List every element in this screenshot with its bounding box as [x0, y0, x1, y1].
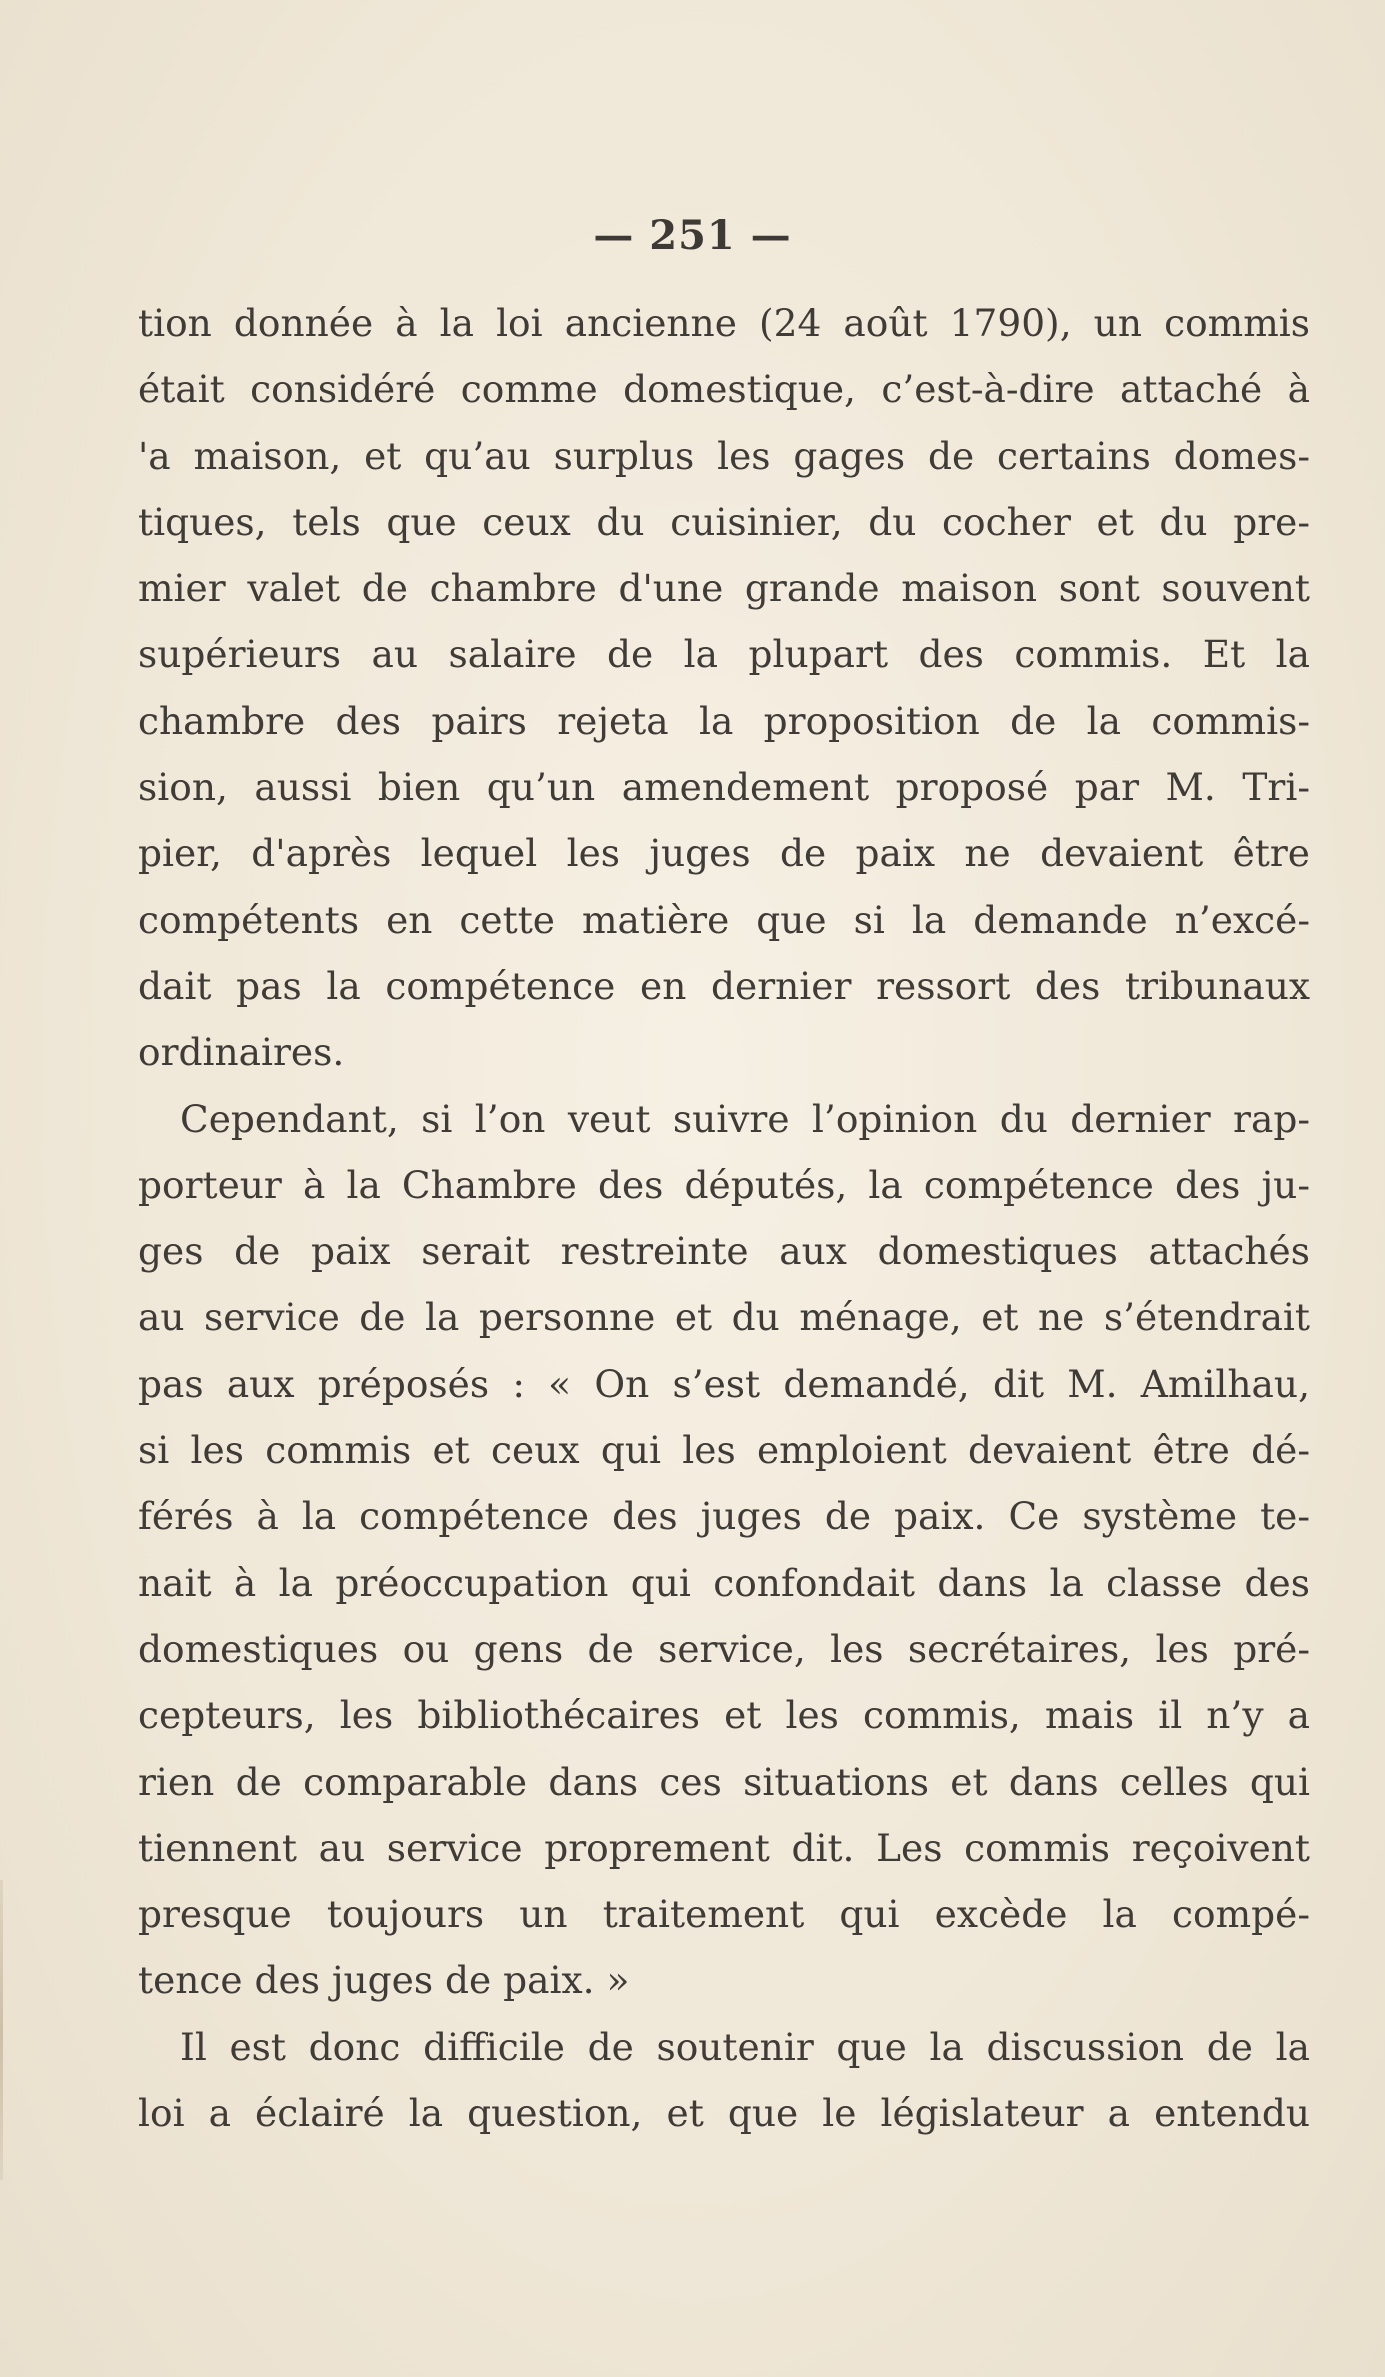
text-line: rien de comparable dans ces situations et dans celles qui [138, 1759, 1310, 1804]
text-line: était considéré comme domestique, c’est-à-dire attaché à [138, 367, 1310, 412]
text-line: porteur à la Chambre des députés, la compétence des ju- [138, 1162, 1310, 1207]
text-line: sion, aussi bien qu’un amendement proposé par M. Tri- [138, 765, 1310, 810]
text-line: ges de paix serait restreinte aux domestiques attachés [138, 1229, 1310, 1274]
text-line: si les commis et ceux qui les emploient devaient être dé- [138, 1428, 1310, 1473]
text-line: Cependant, si l’on veut suivre l’opinion du dernier rap- [180, 1096, 1310, 1141]
text-line: compétents en cette matière que si la demande n’excé- [138, 897, 1310, 942]
text-line: domestiques ou gens de service, les secrétaires, les pré- [138, 1626, 1310, 1671]
text-line: 'a maison, et qu’au surplus les gages de certains domes- [138, 433, 1310, 478]
text-line: tiennent au service proprement dit. Les commis reçoivent [138, 1825, 1310, 1870]
text-line: tence des juges de paix. » [138, 1958, 630, 2003]
text-line: cepteurs, les bibliothécaires et les commis, mais il n’y a [138, 1693, 1310, 1738]
text-line: pas aux préposés : « On s’est demandé, dit M. Amilhau, [138, 1361, 1310, 1406]
text-line: mier valet de chambre d'une grande maison sont souvent [138, 566, 1310, 611]
text-line: pier, d'après lequel les juges de paix ne devaient être [138, 831, 1310, 876]
text-line: chambre des pairs rejeta la proposition de la commis- [138, 698, 1310, 743]
text-line: ordinaires. [138, 1030, 345, 1075]
body-text [138, 290, 1310, 2146]
text-line: dait pas la compétence en dernier ressort des tribunaux [138, 963, 1310, 1008]
text-line: nait à la préoccupation qui confondait dans la classe des [138, 1560, 1310, 1605]
text-line: presque toujours un traitement qui excède la compé- [138, 1892, 1310, 1937]
page-number: — 251 — [593, 212, 792, 259]
text-line: supérieurs au salaire de la plupart des commis. Et la [138, 632, 1310, 677]
text-line: Il est donc difficile de soutenir que la discussion de la [180, 2024, 1310, 2069]
text-line: loi a éclairé la question, et que le législateur a entendu [138, 2091, 1310, 2136]
text-line: férés à la compétence des juges de paix. Ce système te- [138, 1494, 1310, 1539]
page-edge-shadow [0, 1880, 3, 2180]
text-line: tion donnée à la loi ancienne (24 août 1790), un commis [138, 301, 1310, 345]
text-line: au service de la personne et du ménage, et ne s’étendrait [138, 1295, 1310, 1340]
text-line: tiques, tels que ceux du cuisinier, du cocher et du pre- [138, 499, 1310, 544]
